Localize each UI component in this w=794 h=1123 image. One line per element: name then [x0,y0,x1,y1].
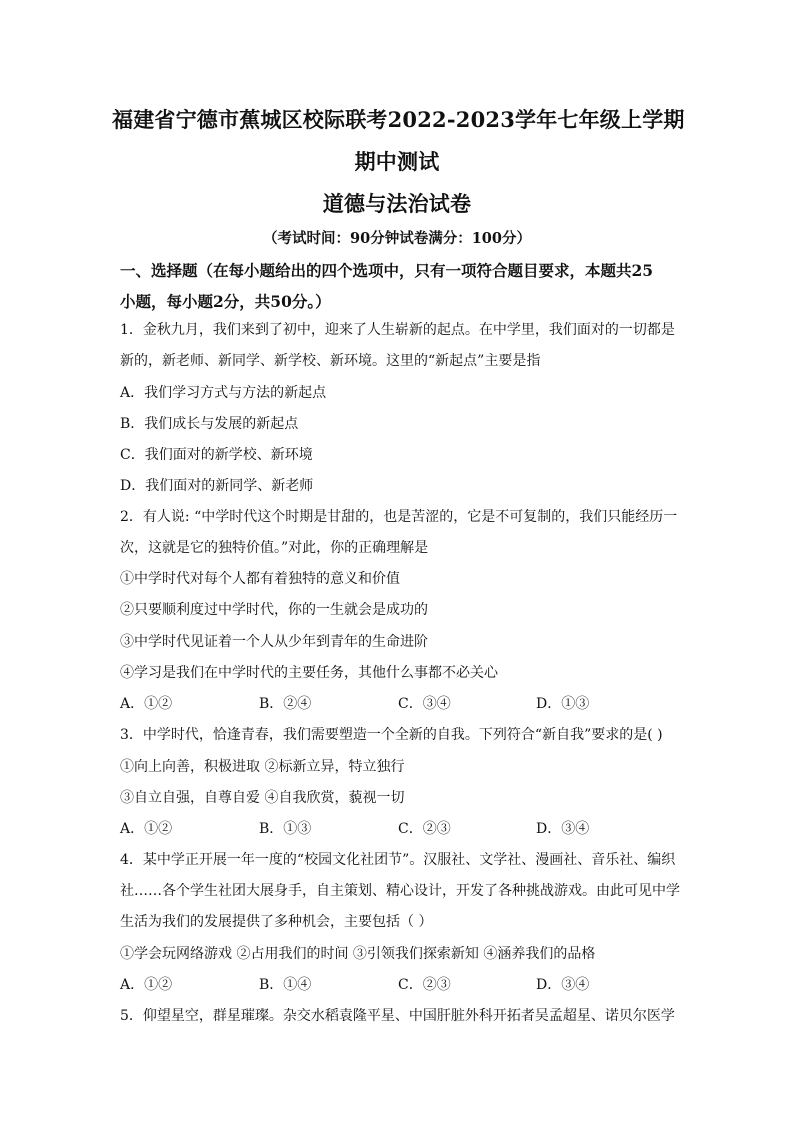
q1-option-b: B．我们成长与发展的新起点 [120,416,299,432]
q1-option-d: D．我们面对的新同学、新老师 [120,478,314,494]
section-heading-line1: 一、选择题（在每小题给出的四个选项中，只有一项符合题目要求，本题共25 [120,261,654,280]
q4-items-line1: ①学会玩网络游戏 ②占用我们的时间 ③引领我们探索新知 ④涵养我们的品格 [120,946,596,962]
q1-stem-line1: 1．金秋九月，我们来到了初中，迎来了人生崭新的起点。在中学里，我们面对的一切都是 [120,322,675,338]
exam-title-line2: 期中测试 [354,149,440,174]
q4-option-a: A．①② [120,977,173,993]
q4-stem-line2: 社……各个学生社团大展身手，自主策划、精心设计，开发了各种挑战游戏。由此可见中学 [120,883,680,899]
section-heading-line2: 小题，每小题2分，共50分。） [120,292,331,311]
q1-stem-line2: 新的，新老师、新同学、新学校、新环境。这里的“新起点”主要是指 [120,353,541,369]
q3-items-line1: ①向上向善，积极进取 ②标新立异，特立独行 [120,759,405,775]
q2-item-4: ④学习是我们在中学时代的主要任务，其他什么事都不必关心 [120,665,498,681]
q4-option-c: C．②③ [398,977,451,993]
q3-option-c: C．②③ [398,821,451,837]
q3-option-a: A．①② [120,821,173,837]
q3-option-b: B．①③ [259,821,312,837]
q4-stem-line1: 4．某中学正开展一年一度的“校园文化社团节”。汉服社、文学社、漫画社、音乐社、编织 [120,852,676,868]
q2-stem-line1: 2．有人说: “中学时代这个时期是甘甜的，也是苦涩的，它是不可复制的，我们只能经历一 [120,509,678,525]
q3-stem-line1: 3．中学时代，恰逢青春，我们需要塑造一个全新的自我。下列符合“新自我”要求的是( ) [120,727,663,743]
q4-option-d: D．③④ [536,977,590,993]
q2-option-b: B．②④ [259,696,312,712]
exam-info: （考试时间：90分钟试卷满分：100分） [263,230,531,247]
q5-stem-line1: 5．仰望星空，群星璀璨。杂交水稻袁隆平星、中国肝脏外科开拓者吴孟超星、诺贝尔医学 [120,1008,675,1024]
exam-title-line1: 福建省宁德市蕉城区校际联考2022-2023学年七年级上学期 [112,107,685,132]
q2-option-c: C．③④ [398,696,451,712]
q1-option-c: C．我们面对的新学校、新环境 [120,447,313,463]
q2-item-3: ③中学时代见证着一个人从少年到青年的生命进阶 [120,634,428,650]
q2-option-a: A．①② [120,696,173,712]
q4-option-b: B．①④ [259,977,312,993]
exam-subject: 道德与法治试卷 [322,191,472,216]
q2-item-1: ①中学时代对每个人都有着独特的意义和价值 [120,571,400,587]
q2-stem-line2: 次，这就是它的独特价值。”对此，你的正确理解是 [120,540,429,556]
q4-options-row [120,975,680,995]
q3-options-row [120,819,680,839]
q2-option-d: D．①③ [536,696,590,712]
q2-options-row [120,694,680,714]
q1-option-a: A．我们学习方式与方法的新起点 [120,385,327,401]
q2-item-2: ②只要顺利度过中学时代，你的一生就会是成功的 [120,602,428,618]
q4-stem-line3: 生活为我们的发展提供了多种机会，主要包括（ ） [120,914,433,930]
q3-option-d: D．③④ [536,821,590,837]
q3-items-line2: ③自立自强，自尊自爱 ④自我欣赏，藐视一切 [120,790,405,806]
